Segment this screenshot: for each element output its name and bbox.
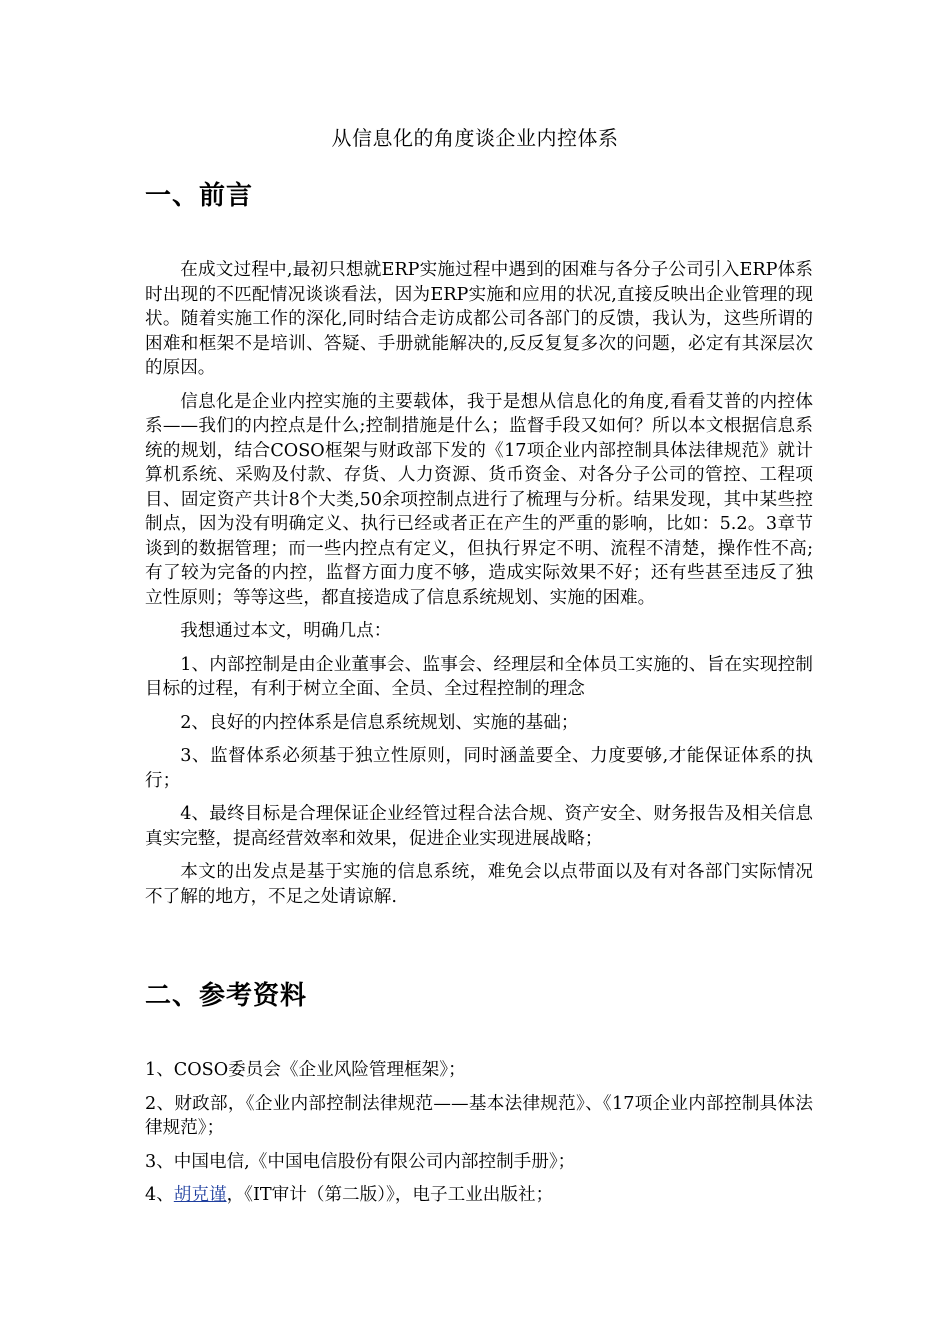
paragraph: 信息化是企业内控实施的主要载体，我于是想从信息化的角度,看看艾普的内控体系——我们的内控点是什么;控制措施是什么；监督手段又如何？所以本文根据信息系统的规划，结合COSO框架与财政部下发的《17项企业内部控制具体法律规范》就计算机系统、采购及付款、存货、人力资源、货币资金、对各分子公司的管控、工程项目、固定资产共计8个大类,50余项控制点进行了梳理与分析。结果发现，其中某些控制点，因为没有明确定义、执行已经或者正在产生的严重的影响，比如：5.2。3章节谈到的数据管理；而一些内控点有定义，但执行界定不明、流程不清楚，操作性不高;有了较为完备的内控，监督方面力度不够，造成实际效果不好；还有些甚至违反了独立性原则；等等这些，都直接造成了信息系统规划、实施的困难。 [145, 391, 813, 608]
section-heading-preface: 一、前言 [145, 181, 254, 211]
author-link[interactable]: 胡克谨 [173, 1185, 227, 1205]
document-title: 从信息化的角度谈企业内控体系 [331, 126, 619, 150]
paragraph: 本文的出发点是基于实施的信息系统，难免会以点带面以及有对各部门实际情况不了解的地方，不足之处请谅解. [145, 862, 813, 907]
reference-item: 2、财政部，《企业内部控制法律规范——基本法律规范》、《17项企业内部控制具体法律规范》； [145, 1093, 813, 1138]
paragraph: 1、内部控制是由企业董事会、监事会、经理层和全体员工实施的、旨在实现控制目标的过程，有利于树立全面、全员、全过程控制的理念 [145, 654, 813, 699]
paragraph: 4、最终目标是合理保证企业经管过程合法合规、资产安全、财务报告及相关信息真实完整，提高经营效率和效果，促进企业实现进展战略； [145, 804, 813, 849]
reference-suffix: ，《IT审计（第二版）》，电子工业出版社； [226, 1185, 554, 1205]
reference-item [145, 1183, 813, 1208]
paragraph: 3、监督体系必须基于独立性原则，同时涵盖要全、力度要够,才能保证体系的执行； [145, 746, 813, 791]
paragraph: 我想通过本文，明确几点： [180, 621, 392, 641]
preface-body [145, 258, 813, 918]
reference-prefix: 4、 [145, 1185, 174, 1205]
paragraph: 2、良好的内控体系是信息系统规划、实施的基础； [180, 712, 579, 733]
reference-list [145, 1058, 813, 1217]
reference-item: 3、中国电信,《中国电信股份有限公司内部控制手册》； [145, 1151, 576, 1172]
reference-item: 1、COSO委员会《企业风险管理框架》； [145, 1060, 466, 1080]
paragraph: 在成文过程中,最初只想就ERP实施过程中遇到的困难与各分子公司引入ERP体系时出现的不匹配情况谈谈看法，因为ERP实施和应用的状况,直接反映出企业管理的现状。随着实施工作的深化,同时结合走访成都公司各部门的反馈，我认为，这些所谓的困难和框架不是培训、答疑、手册就能解决的,反反复复多次的问题，必定有其深层次的原因。 [145, 260, 813, 378]
section-heading-references: 二、参考资料 [145, 981, 308, 1011]
